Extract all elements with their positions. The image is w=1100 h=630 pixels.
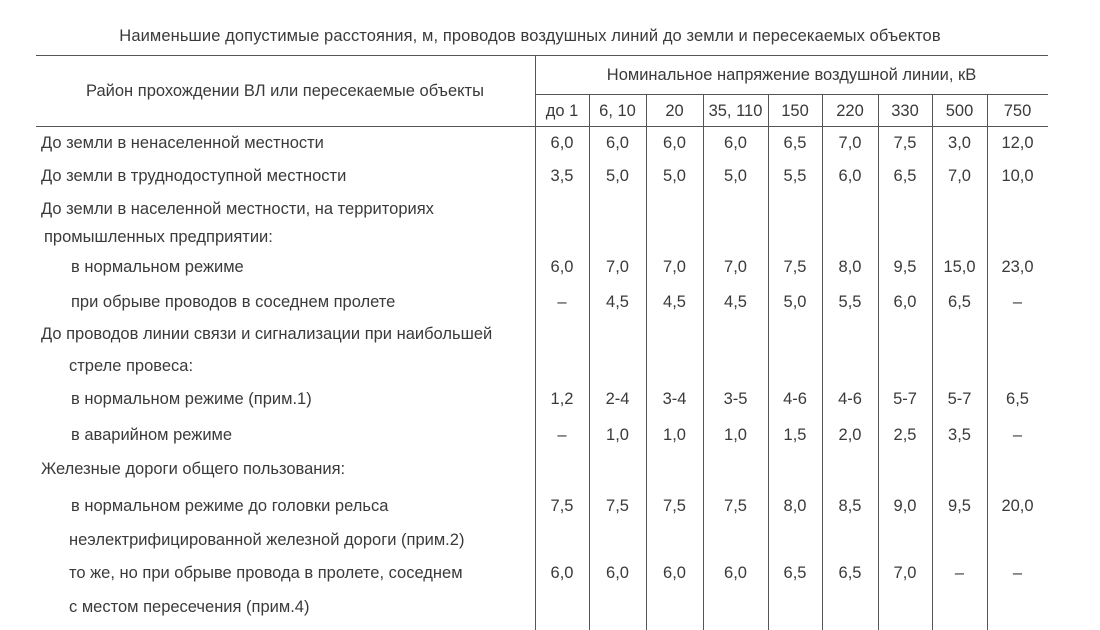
table-cell: – xyxy=(1012,293,1023,311)
table-cell: 6,5 xyxy=(1006,390,1029,408)
table-cell: – xyxy=(557,426,567,444)
column-header: 500 xyxy=(945,101,974,120)
table-cell: 3,5 xyxy=(550,167,574,185)
column-header: 35, 110 xyxy=(708,101,763,120)
table-cell: 5,0 xyxy=(606,167,629,185)
table-cell: 6,0 xyxy=(550,258,574,276)
table-cell: 10,0 xyxy=(1001,167,1034,185)
table-cell: 4-6 xyxy=(783,390,807,408)
table-cell: 8,0 xyxy=(783,497,807,515)
table-cell: 6,5 xyxy=(893,167,917,185)
row-label: До проводов линии связи и сигнализации при наибольшей xyxy=(41,325,493,343)
table-cell: – xyxy=(1012,426,1023,444)
row-label: промышленных предприятии: xyxy=(44,228,273,246)
table-cell: 5,0 xyxy=(724,167,747,185)
table-cell: 3-4 xyxy=(662,390,687,408)
row-label: Железные дороги общего пользования: xyxy=(41,460,346,478)
table-cell: 7,5 xyxy=(724,497,747,515)
table-cell: 5-7 xyxy=(893,390,917,408)
column-header: 750 xyxy=(1003,101,1032,120)
table-cell: 1,0 xyxy=(663,426,686,444)
table-cell: 15,0 xyxy=(943,258,976,276)
table-cell: 7,5 xyxy=(893,134,917,152)
row-label: До земли в ненаселенной местности xyxy=(41,134,324,152)
table-cell: 7,0 xyxy=(606,258,629,276)
table-cell: – xyxy=(557,293,567,311)
table-cell: 1,0 xyxy=(606,426,629,444)
table-cell: 3,5 xyxy=(948,426,971,444)
table-cell: 12,0 xyxy=(1001,134,1034,152)
table-cell: 6,5 xyxy=(783,564,807,582)
table-cell: 6,0 xyxy=(550,564,574,582)
table-cell: 7,5 xyxy=(606,497,629,515)
header-voltage-label: Номинальное напряжение воздушной линии, кВ xyxy=(606,65,977,84)
column-header: 6, 10 xyxy=(599,101,636,120)
table-cell: 7,5 xyxy=(550,497,574,515)
table-cell: 6,5 xyxy=(783,134,807,152)
row-label: при обрыве проводов в соседнем пролете xyxy=(71,293,396,311)
table-cell: 9,5 xyxy=(893,258,917,276)
table-cell: 8,5 xyxy=(838,497,862,515)
table-cell: 7,5 xyxy=(783,258,807,276)
table-cell: – xyxy=(954,564,965,582)
column-header: 20 xyxy=(665,101,684,120)
column-header: 330 xyxy=(891,101,919,120)
table-cell: 1,5 xyxy=(783,426,807,444)
row-label: в аварийном режиме xyxy=(71,426,233,444)
table-cell: 9,0 xyxy=(893,497,917,515)
header-bottom-rule xyxy=(36,126,1048,127)
row-label: в нормальном режиме (прим.1) xyxy=(71,390,312,408)
table-cell: 7,5 xyxy=(663,497,686,515)
table-cell: 4,5 xyxy=(606,293,629,311)
table-cell: 2,0 xyxy=(838,426,862,444)
table-cell: 7,0 xyxy=(838,134,862,152)
table-cell: 7,0 xyxy=(948,167,971,185)
table-cell: 7,0 xyxy=(663,258,686,276)
table-cell: 5-7 xyxy=(947,390,972,408)
table-cell: – xyxy=(1012,564,1023,582)
table-cell: 6,0 xyxy=(663,564,686,582)
column-header: 150 xyxy=(781,101,809,120)
table-cell: 3,0 xyxy=(948,134,971,152)
table-cell: 2,5 xyxy=(893,426,917,444)
table-cell: 20,0 xyxy=(1001,497,1034,515)
table-cell: 6,0 xyxy=(550,134,574,152)
column-header: 220 xyxy=(836,101,864,120)
table-cell: 4,5 xyxy=(663,293,686,311)
header-objects-label: Район прохождении ВЛ или пересекаемые объекты xyxy=(86,81,484,100)
row-label: с местом пересечения (прим.4) xyxy=(69,598,310,616)
table-cell: 8,0 xyxy=(838,258,862,276)
row-label: неэлектрифицированной железной дороги (прим.2) xyxy=(69,531,465,549)
table-cell: 6,0 xyxy=(893,293,917,311)
row-label: До земли в труднодоступной местности xyxy=(41,167,347,185)
table-cell: 9,5 xyxy=(948,497,971,515)
table-cell: 5,5 xyxy=(838,293,862,311)
table-cell: 7,0 xyxy=(893,564,917,582)
table-cell: 6,0 xyxy=(606,134,629,152)
table-cell: 6,0 xyxy=(663,134,686,152)
table-cell: 7,0 xyxy=(724,258,747,276)
column-header: до 1 xyxy=(545,101,579,120)
table-cell: 5,5 xyxy=(783,167,807,185)
row-label: то же, но при обрыве провода в пролете, соседнем xyxy=(69,564,463,582)
table-cell: 6,0 xyxy=(724,134,747,152)
table-cell: 1,2 xyxy=(550,390,574,408)
table-cell: 1,0 xyxy=(724,426,747,444)
table-cell: 6,0 xyxy=(606,564,629,582)
voltage-header-rule xyxy=(535,94,1048,95)
table-cell: 5,0 xyxy=(783,293,807,311)
table-cell: 5,0 xyxy=(663,167,686,185)
table-cell: 6,5 xyxy=(948,293,971,311)
row-label: в нормальном режиме до головки рельса xyxy=(71,497,389,515)
table-cell: 6,5 xyxy=(838,564,862,582)
table-cell: 6,0 xyxy=(838,167,862,185)
row-label: До земли в населенной местности, на территориях xyxy=(41,200,434,218)
table-caption: Наименьшие допустимые расстояния, м, проводов воздушных линий до земли и пересекаемых объектов xyxy=(119,27,941,45)
table-cell: 4-6 xyxy=(838,390,862,408)
row-label: в нормальном режиме xyxy=(71,258,244,276)
table-cell: 6,0 xyxy=(724,564,747,582)
table-cell: 2-4 xyxy=(605,390,630,408)
table-cell: 4,5 xyxy=(724,293,747,311)
row-label: стреле провеса: xyxy=(69,357,194,375)
table-cell: 23,0 xyxy=(1001,258,1034,276)
table-cell: 3-5 xyxy=(723,390,748,408)
